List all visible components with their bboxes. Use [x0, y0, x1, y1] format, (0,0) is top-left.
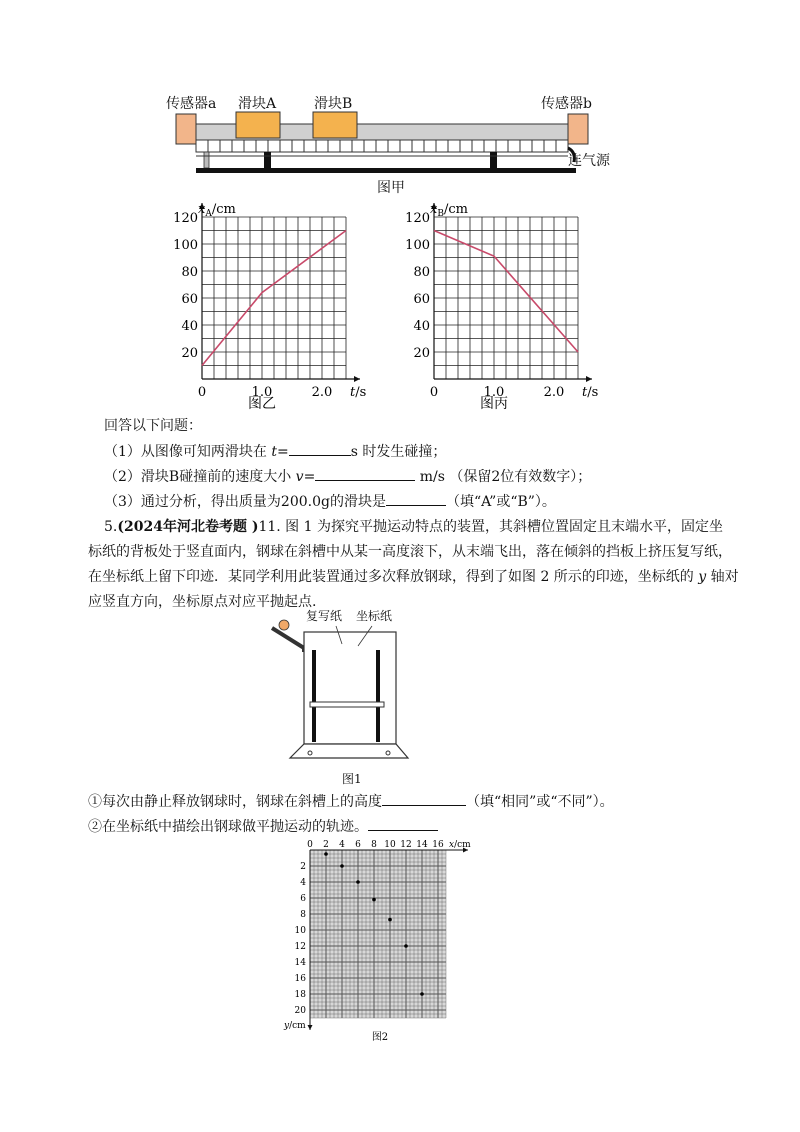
x-axis-label: t/s — [582, 385, 599, 400]
y-tick-label: 60 — [413, 292, 430, 307]
sensor-b-block — [568, 114, 588, 144]
q2-text: （2）滑块B碰撞前的速度大小 — [104, 469, 296, 485]
y-tick-label: 100 — [405, 238, 430, 253]
chart-fig2 — [280, 836, 480, 1042]
fig1-label-copy-paper: 复写纸 — [306, 609, 343, 623]
x-axis-arrow — [354, 376, 360, 382]
q2-answer-blank[interactable] — [315, 466, 415, 481]
trace-point — [388, 918, 392, 922]
y-tick-label: 14 — [294, 958, 306, 968]
q3-answer-blank[interactable] — [386, 491, 446, 506]
y-tick-label: 120 — [405, 211, 430, 226]
x-tick-label: 0 — [429, 385, 439, 400]
y-tick-label: 2 — [300, 862, 306, 872]
trace-point — [420, 992, 424, 996]
y-tick-label: 8 — [300, 910, 306, 920]
problem-number: 5. — [104, 519, 118, 535]
x-tick-label: 1.0 — [251, 385, 273, 400]
y-tick-label: 20 — [294, 1006, 306, 1016]
chart-bing — [392, 195, 632, 410]
y-axis-arrow — [308, 1025, 313, 1030]
y-tick-label: 80 — [181, 265, 198, 280]
x-tick-label: 2.0 — [311, 385, 333, 400]
x-tick-label: 6 — [355, 840, 361, 850]
problem5-y-var: y — [698, 569, 707, 585]
slider-a-block — [236, 112, 280, 138]
figure-1 — [260, 610, 410, 770]
y-tick-label: 60 — [181, 292, 198, 307]
q1-text-end: s 时发生碰撞； — [350, 444, 447, 460]
y-tick-label: 100 — [173, 238, 198, 253]
s1-text: ①每次由静止释放钢球时，钢球在斜槽上的高度 — [88, 794, 382, 810]
trace-point — [356, 880, 360, 884]
chart-caption: 图2 — [371, 1032, 389, 1042]
question-3 — [104, 490, 556, 515]
s1-answer-blank[interactable] — [382, 791, 466, 806]
q3-text-end: （填“A”或“B”）。 — [445, 494, 556, 510]
slider-b-label: 滑块B — [314, 96, 353, 112]
problem5-line1 — [104, 515, 723, 540]
question-1 — [104, 440, 446, 465]
chart-caption: 图丙 — [480, 396, 508, 410]
sensor-a-label: 传感器a — [166, 96, 217, 112]
q1-answer-blank[interactable] — [289, 441, 351, 456]
y-tick-label: 4 — [300, 878, 306, 888]
slider-a-label: 滑块A — [238, 96, 277, 112]
y-axis-label: $x_B/cm$ — [430, 202, 468, 219]
problem5-line4: 应竖直方向，坐标原点对应平抛起点. — [88, 594, 317, 610]
problem5-line3 — [88, 565, 739, 590]
q3-text: （3）通过分析，得出质量为200.0g的滑块是 — [104, 494, 386, 510]
q1-var: t — [271, 444, 277, 460]
x-tick-label: 12 — [400, 840, 412, 850]
x-tick-label: 4 — [339, 840, 345, 850]
x-tick-label: 2 — [323, 840, 329, 850]
y-tick-label: 40 — [413, 319, 430, 334]
x-tick-label: 16 — [432, 840, 444, 850]
trace-point — [372, 898, 376, 902]
grid — [202, 217, 346, 379]
y-axis-label: y/cm — [284, 1021, 306, 1031]
x-axis-label: x/cm — [449, 840, 471, 850]
sub-question-1 — [88, 790, 614, 815]
q2-text-end: m/s （保留2位有效数字）； — [415, 469, 592, 485]
air-source-label: 连气源 — [568, 153, 610, 169]
problem-source: (2024年河北卷考题 ) — [117, 519, 259, 535]
x-tick-label: 0 — [197, 385, 207, 400]
trace-point — [324, 852, 328, 856]
chart-caption: 图乙 — [248, 396, 276, 410]
s2-answer-blank[interactable] — [368, 816, 438, 831]
fig1-label-coordinate-paper: 坐标纸 — [356, 609, 393, 623]
questions-intro: 回答以下问题： — [104, 418, 202, 434]
trace-point — [404, 944, 408, 948]
q2-eq: = — [303, 469, 316, 485]
chart-yi — [160, 195, 400, 410]
x-axis-label: t/s — [350, 385, 367, 400]
y-tick-label: 20 — [413, 346, 430, 361]
q1-text: （1）从图像可知两滑块在 — [104, 444, 272, 460]
problem5-text-1: 11. 图 1 为探究平抛运动特点的装置，其斜槽位置固定且末端水平，固定坐 — [258, 519, 723, 535]
grid — [434, 217, 578, 379]
q2-var: v — [295, 469, 304, 485]
q1-eq: = — [277, 444, 289, 460]
figure-1-caption: 图1 — [342, 772, 362, 786]
problem5-line2: 标纸的背板处于竖直面内，钢球在斜槽中从某一高度滚下，从末端飞出，落在倾斜的挡板上挤压复写纸， — [88, 544, 732, 560]
y-tick-label: 16 — [294, 974, 306, 984]
s2-text: ②在坐标纸中描绘出钢球做平抛运动的轨迹。 — [88, 819, 368, 835]
x-tick-label: 0 — [307, 840, 313, 850]
problem5-text-3b: 轴对 — [706, 569, 739, 585]
y-tick-label: 6 — [300, 894, 306, 904]
sensor-a-block — [176, 114, 196, 144]
y-tick-label: 80 — [413, 265, 430, 280]
x-tick-label: 10 — [384, 840, 396, 850]
slider-b-block — [313, 112, 357, 138]
x-tick-label: 14 — [416, 840, 428, 850]
y-tick-label: 10 — [294, 926, 306, 936]
x-axis-arrow — [586, 376, 592, 382]
question-2 — [104, 465, 591, 490]
s1-text-end: （填“相同”或“不同”）。 — [466, 794, 614, 810]
trace-point — [340, 864, 344, 868]
steel-ball — [279, 620, 289, 630]
y-tick-label: 40 — [181, 319, 198, 334]
sensor-b-label: 传感器b — [541, 96, 592, 112]
y-tick-label: 120 — [173, 211, 198, 226]
projectile-apparatus-diagram — [260, 610, 410, 770]
problem5-text-3: 在坐标纸上留下印迹．某同学利用此装置通过多次释放钢球，得到了如图 2 所示的印迹，坐标纸的 — [88, 569, 699, 585]
y-tick-label: 18 — [294, 990, 306, 1000]
x-tick-label: 8 — [371, 840, 377, 850]
y-tick-label: 12 — [294, 942, 306, 952]
figure-jia-caption: 图甲 — [377, 180, 405, 196]
y-axis-label: $x_A/cm$ — [198, 202, 236, 219]
x-tick-label: 1.0 — [483, 385, 505, 400]
x-tick-label: 2.0 — [543, 385, 565, 400]
y-tick-label: 20 — [181, 346, 198, 361]
